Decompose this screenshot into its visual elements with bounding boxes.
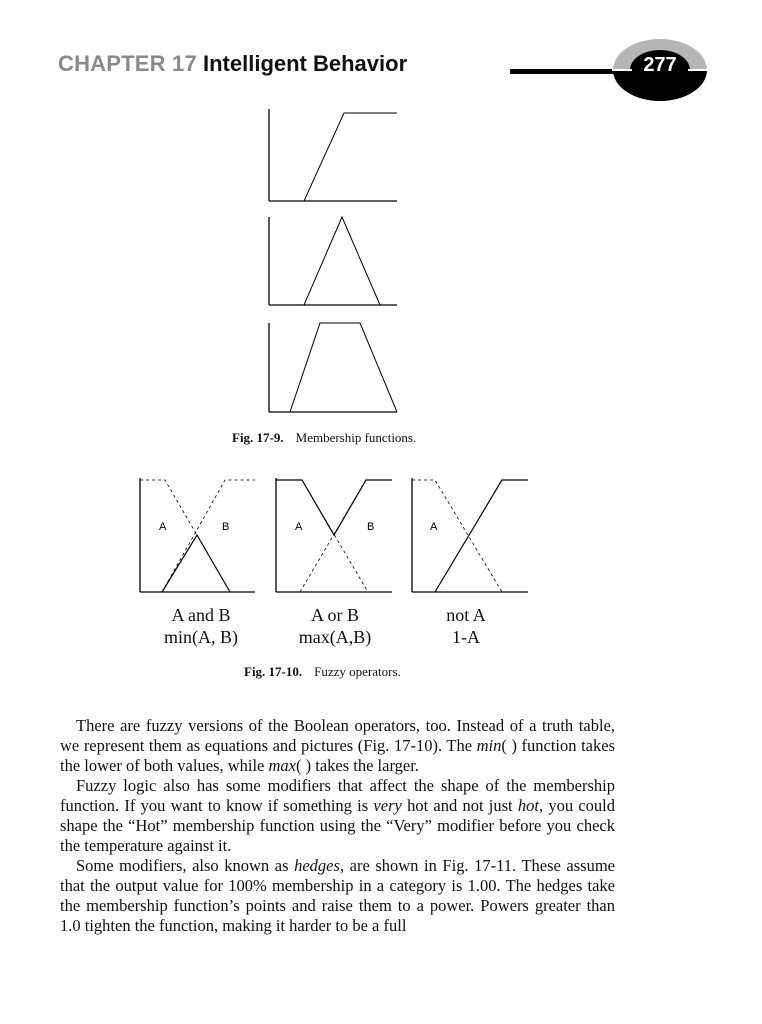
and-operator-formula: min(A, B): [164, 627, 238, 647]
paragraph: [60, 716, 615, 776]
label-b: B: [222, 521, 230, 533]
set-a-curve: [140, 480, 230, 592]
figure-membership-functions: [262, 105, 407, 420]
or-operator-label: [275, 604, 395, 648]
ramp-membership-plot: [269, 109, 397, 201]
and-result-curve: [162, 535, 230, 592]
body-text: [60, 716, 615, 936]
chapter-label: CHAPTER 17: [58, 51, 197, 76]
figure-10-caption: [244, 664, 401, 680]
set-a-curve: [412, 480, 502, 592]
figure-10-caption-text: Fuzzy operators.: [314, 664, 401, 679]
not-operator-name: not A: [446, 605, 486, 625]
set-b-curve: [300, 480, 392, 592]
page-number: 277: [643, 54, 677, 76]
paragraph: [60, 776, 615, 856]
emphasis: hedges: [294, 856, 340, 875]
label-b: B: [367, 521, 375, 533]
text-run: Fuzzy logic also has some modifiers that affect the shape of the membership function. If you want to know if something is: [60, 776, 615, 815]
and-operator-plot: [140, 478, 255, 592]
or-operator-name: A or B: [310, 605, 359, 625]
trapezoid-membership-plot: [269, 323, 397, 412]
figure-10-number: Fig. 17-10.: [244, 664, 303, 679]
triangle-membership-plot: [269, 217, 397, 305]
page-header: [0, 0, 762, 110]
text-run: ( ) takes the larger.: [296, 756, 419, 775]
not-operator-label: [406, 604, 526, 648]
emphasis: very: [373, 796, 402, 815]
chapter-title: Intelligent Behavior: [203, 51, 408, 76]
text-run: hot and not just: [401, 796, 518, 815]
label-a: A: [295, 521, 303, 533]
not-operator-formula: 1-A: [452, 627, 480, 647]
emphasis: hot: [517, 796, 539, 815]
not-result-curve: [435, 480, 528, 592]
figure-9-caption-text: Membership functions.: [295, 430, 417, 445]
not-operator-plot: [412, 478, 528, 592]
or-operator-formula: max(A,B): [298, 627, 372, 647]
figure-9-caption: [232, 430, 416, 446]
triangle-curve: [269, 217, 397, 305]
text-run: There are fuzzy versions of the Boolean operators, too. Instead of a truth table, we represent them as equations and pictures (Fig. 17-10). The: [60, 716, 615, 755]
set-a-curve: [276, 480, 368, 592]
paragraph: [60, 856, 615, 936]
text-run: , you could shape the “Hot” membership function using the “Very” modifier before you check the temperature against it.: [60, 796, 615, 855]
text-run: Some modifiers, also known as: [76, 856, 295, 875]
emphasis: min: [476, 736, 502, 755]
label-a: A: [159, 521, 167, 533]
or-result-curve: [276, 480, 392, 535]
ramp-curve: [269, 113, 397, 201]
or-operator-plot: [276, 478, 392, 592]
label-a: A: [430, 521, 438, 533]
figure-fuzzy-operators: [130, 472, 540, 602]
text-run: ( ) function takes the lower of both values, while: [60, 736, 615, 775]
text-run: , are shown in Fig. 17-11. These assume that the output value for 100% membership in a category is 1.00. The hedges take the membership function’s points and raise them to a power. Powers greater than 1.0 tighten the function, making it harder to be a full: [60, 856, 615, 935]
figure-9-number: Fig. 17-9.: [232, 430, 284, 445]
and-operator-name: A and B: [171, 605, 231, 625]
emphasis: max: [268, 756, 296, 775]
set-b-curve: [162, 480, 255, 592]
trapezoid-curve: [269, 323, 397, 412]
and-operator-label: [141, 604, 261, 648]
